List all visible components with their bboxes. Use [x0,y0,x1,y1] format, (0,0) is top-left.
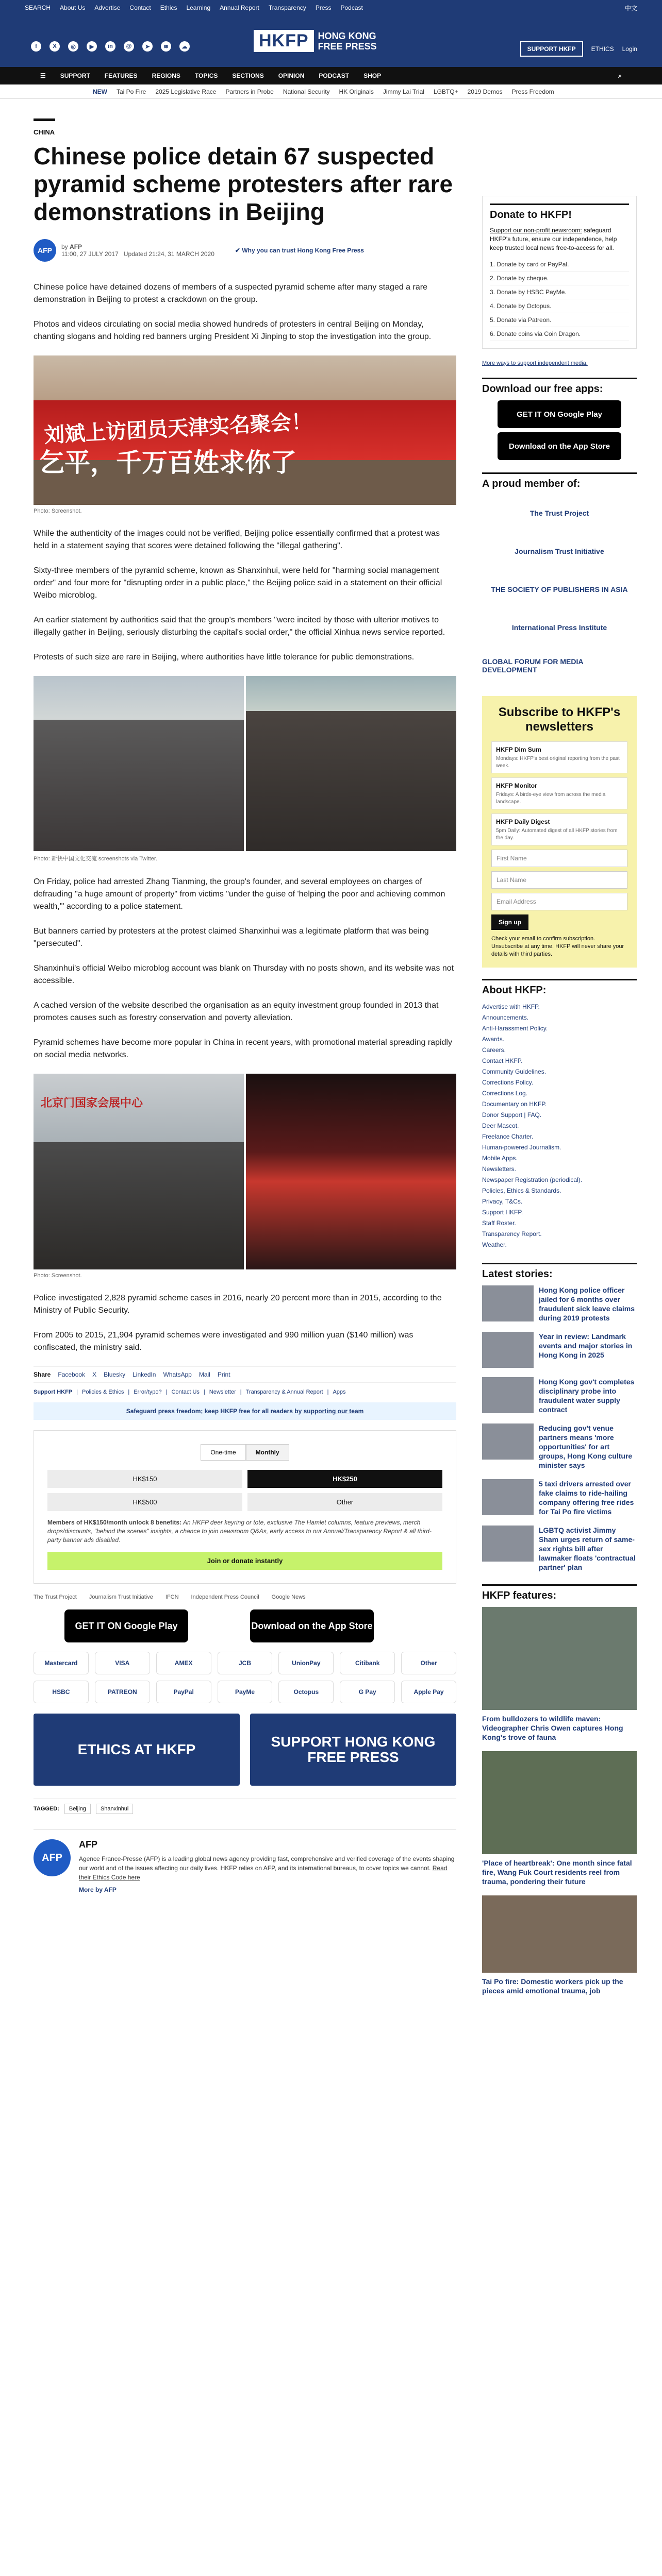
youtube-icon[interactable]: ▶ [87,41,97,52]
logo-line-2: FREE PRESS [318,41,377,52]
top-link-advertise[interactable]: Advertise [94,4,121,11]
about-link[interactable]: Awards. [482,1036,505,1043]
facebook-icon[interactable]: f [31,41,41,52]
sidebar [482,196,637,2005]
share-bluesky[interactable]: Bluesky [104,1371,126,1378]
donate-option[interactable]: 1. Donate by card or PayPal. [490,258,629,272]
search-icon[interactable]: ⌕ [618,72,622,79]
badge[interactable]: The Trust Project [34,1594,77,1600]
share-label: Share [34,1371,51,1378]
about-link[interactable]: Staff Roster. [482,1219,516,1227]
newsletter-note: Check your email to confirm subscription. Unsubscribe at any time. HKFP will never share your details with third parties. [491,936,624,957]
photo-caption: Photo: Screenshot. [34,1273,82,1279]
paragraph: Pyramid schemes have become more popular in China in recent years, with promotional material spreading rapidly on social media networks. [34,1038,452,1059]
top-link-ethics[interactable]: Ethics [160,4,177,11]
updated-date: Updated 21:24, 31 MARCH 2020 [123,250,214,258]
safeguard-banner: Safeguard press freedom; keep HKFP free for all readers by supporting our team [34,1402,456,1420]
footer-link[interactable]: Support HKFP [34,1389,73,1395]
paragraph: On Friday, police had arrested Zhang Tianming, the group's founder, and several employees on charges of defrauding "a huge amount of property" from victims "under the guise of 'helping the poor and achieving common wealth,'" according to a police statement. [34,877,445,911]
donate-option[interactable]: 4. Donate by Octopus. [490,299,629,313]
about-link[interactable]: Corrections Policy. [482,1079,534,1086]
about-link[interactable]: Freelance Charter. [482,1133,534,1140]
article-title: Chinese police detain 67 suspected pyramid scheme protesters after rare demonstrations in Beijing [34,143,453,225]
join-donate-button[interactable]: Join or donate instantly [47,1552,442,1570]
amount-options [47,1470,442,1511]
main-nav [0,67,662,84]
byline [34,239,456,262]
about-link[interactable]: Careers. [482,1046,506,1054]
payment-icon: HSBC [34,1681,89,1703]
photo-caption: Photo: Screenshot. [34,508,82,514]
story-item[interactable]: LGBTQ activist Jimmy Sham urges return of same-sex rights bill after lawmaker floats 'contractual partner' plan [482,1526,637,1572]
logo-line-1: HONG KONG [318,30,376,41]
top-link-about[interactable]: About Us [60,4,86,11]
story-thumbnail [482,1285,534,1321]
about-link[interactable]: Community Guidelines. [482,1068,547,1075]
top-link-press[interactable]: Press [315,4,332,11]
paragraph: An earlier statement by authorities said that the group's members "were incited by those with ulterior motives to illegally gather in Beijing, seriously disturbing the capital's social order," the official Xinhua news service reported. [34,616,445,637]
sidebar-heading: Latest stories: [482,1263,637,1280]
feature-image[interactable] [482,1895,637,1973]
payment-icon: VISA [95,1652,150,1674]
protest-photo-2 [34,676,456,851]
about-link[interactable]: Human-powered Journalism. [482,1144,561,1151]
logo-mark: HKFP [254,30,314,52]
footer-link[interactable]: Contact Us [171,1389,200,1395]
newsletter-signup [482,696,637,968]
site-logo[interactable] [254,30,377,52]
donate-option[interactable]: 3. Donate by HSBC PayMe. [490,285,629,299]
top-link-contact[interactable]: Contact [129,4,151,11]
support-video[interactable]: SUPPORT HONG KONG FREE PRESS [250,1714,456,1786]
google-play-button[interactable]: GET IT ON Google Play [64,1609,188,1642]
publish-date: 11:00, 27 JULY 2017 [61,250,119,258]
login-link[interactable]: Login [622,45,637,53]
donate-option[interactable]: 6. Donate coins via Coin Dragon. [490,327,629,341]
payment-icon: Octopus [278,1681,334,1703]
newsletter-title: Subscribe to HKFP's newsletters [498,705,621,734]
amount-option-selected[interactable]: HK$250 [247,1470,442,1488]
payment-icon: Apple Pay [401,1681,456,1703]
paragraph: But banners carried by protesters at the protest claimed Shanxinhui was a legitimate platform that was being "persecuted". [34,927,429,948]
title-rule [34,118,55,121]
nav-podcast[interactable]: PODCAST [319,72,350,79]
sign-text: 北京门国家会展中心 [41,1096,143,1109]
share-bar [34,1366,456,1383]
member-logo[interactable]: The Trust Project [529,509,589,517]
new-label: NEW [93,88,107,95]
article [34,118,456,1893]
trending-item[interactable]: Press Freedom [511,88,554,95]
badge[interactable]: Independent Press Council [191,1594,259,1600]
sidebar-donate: Donate to HKFP! Support our non-profit newsroom: safeguard HKFP's future, ensure our independence, help keep trusted local news free-to-access for all. 1. Donate by card or PayPal. 2. Donate by cheque. 3. Donate by HSBC PayMe. 4. Donate by Octopus. 5. Donate via Patreon. 6. Donate coins via Coin Dragon. [482,196,637,349]
sidebar-heading: About HKFP: [482,979,637,996]
member-logo[interactable]: THE SOCIETY OF PUBLISHERS IN ASIA [491,585,628,594]
video-promos [34,1714,456,1786]
banner-text-1: 刘斌上访团员天津实名聚会！ [43,410,312,447]
more-ways-link[interactable]: More ways to support independent media. [482,360,588,366]
paragraph: Police investigated 2,828 pyramid scheme cases in 2016, nearly 20 percent more than in 2015, according to the Ministry of Public Security. [34,1294,442,1315]
feature-headline[interactable]: Tai Po fire: Domestic workers pick up the pieces amid emotional trauma, job [482,1977,623,1995]
payment-icon: PayMe [218,1681,273,1703]
about-link[interactable]: Mobile Apps. [482,1155,518,1162]
tag[interactable]: Beijing [64,1804,91,1814]
photo-caption: Photo: 新快中国文化交流 screenshots via Twitter. [34,856,158,862]
about-link[interactable]: Advertise with HKFP. [482,1003,540,1010]
share-linkedin[interactable]: LinkedIn [133,1371,156,1378]
story-thumbnail [482,1479,534,1515]
tags [34,1798,456,1814]
share-x[interactable]: X [92,1371,97,1378]
trending-item[interactable]: LGBTQ+ [433,88,458,95]
top-link-annual-report[interactable]: Annual Report [220,4,259,11]
about-link[interactable]: Newsletters. [482,1165,517,1173]
member-logo[interactable]: Journalism Trust Initiative [515,547,604,555]
about-section [482,979,637,1250]
about-link[interactable]: Weather. [482,1241,507,1248]
story-item[interactable]: Year in review: Landmark events and major stories in Hong Kong in 2025 [482,1332,637,1368]
one-time-tab[interactable]: One-time [201,1444,245,1461]
feature-headline[interactable]: 'Place of heartbreak': One month since fatal fire, Wang Fuk Court residents reel from trauma, pondering their future [482,1859,632,1886]
author-bio: Agence France-Presse (AFP) is a leading global news agency providing fast, comprehensive and verified coverage of the events shaping our world and of the issues affecting our daily lives. HKFP relies on AFP, and its international bureaus, to cover topics we cannot. [79,1855,455,1872]
banner-text-2: 乞平，千万百姓求你了 [39,448,296,477]
trust-link[interactable]: ✔ Why you can trust Hong Kong Free Press [235,247,364,254]
telegram-icon[interactable]: ➤ [142,41,153,52]
last-name-input[interactable]: Last Name [491,871,627,889]
trending-item[interactable]: Tai Po Fire [117,88,146,95]
feature-image[interactable] [482,1751,637,1854]
trending-item[interactable]: National Security [283,88,330,95]
payment-methods [34,1652,456,1703]
trending-item[interactable]: 2025 Legislative Race [155,88,217,95]
ethics-link[interactable]: ETHICS [591,45,614,53]
trending-bar [0,84,662,99]
trending-item[interactable]: Partners in Probe [225,88,274,95]
category-label[interactable]: CHINA [34,128,55,136]
about-link[interactable]: Transparency Report. [482,1230,542,1238]
story-thumbnail [482,1332,534,1368]
payment-icon: G Pay [340,1681,395,1703]
top-link-learning[interactable]: Learning [186,4,211,11]
share-whatsapp[interactable]: WhatsApp [163,1371,192,1378]
linkedin-icon[interactable]: in [105,41,115,52]
share-facebook[interactable]: Facebook [58,1371,86,1378]
rss-icon[interactable]: ≋ [161,41,171,52]
about-link[interactable]: Support HKFP. [482,1209,523,1216]
footer-links: Support HKFP | Policies & Ethics | Error/typo? | Contact Us | Newsletter | Transparency & Annual Report | Apps [34,1389,346,1395]
amount-option[interactable]: HK$500 [47,1493,242,1511]
email-input[interactable]: Email Address [491,893,627,910]
about-link[interactable]: Documentary on HKFP. [482,1100,547,1108]
latest-stories [482,1263,637,1572]
social-icons [31,41,190,52]
payment-icon: AMEX [156,1652,211,1674]
sidebar-heading: A proud member of: [482,472,637,490]
paragraph: Shanxinhui's official Weibo microblog account was blank on Thursday with no posts shown, and its website was not accessible. [34,964,454,985]
nav-regions[interactable]: REGIONS [152,72,180,79]
nav-opinion[interactable]: OPINION [278,72,305,79]
donate-option[interactable]: 5. Donate via Patreon. [490,313,629,327]
signup-button[interactable]: Sign up [491,914,528,930]
top-bar [0,0,662,15]
sidebar-heading: HKFP features: [482,1584,637,1602]
footer-link[interactable]: Transparency & Annual Report [245,1389,323,1395]
sidebar-heading: Download our free apps: [482,378,637,395]
paragraph: A cached version of the website described the organisation as an equity investment group founded in 2013 that promotes causes such as forestry conservation and poverty alleviation. [34,1001,439,1022]
support-hkfp-button[interactable]: SUPPORT HKFP [520,41,583,57]
protest-photo-1 [34,355,456,505]
trending-item[interactable]: 2019 Demos [467,88,503,95]
footer-link[interactable]: Policies & Ethics [82,1389,124,1395]
badge[interactable]: Journalism Trust Initiative [89,1594,153,1600]
author-avatar[interactable]: AFP [34,239,56,262]
first-name-input[interactable]: First Name [491,850,627,867]
app-store-button[interactable]: Download on the App Store [250,1609,374,1642]
nav-shop[interactable]: SHOP [363,72,382,79]
newsletter-option[interactable]: HKFP Monitor Fridays: A birds-eye view from across the media landscape. [491,777,627,809]
paragraph: From 2005 to 2015, 21,904 pyramid schemes were investigated and 990 million yuan ($140 million) was confiscated, the ministry said. [34,1331,413,1352]
member-benefits-note: Members of HK$150/month unlock 8 benefits: An HKFP deer keyring or tote, exclusive The Hamlet columns, feature previews, merch drops/discounts, "behind the scenes" insights, a chance to join newsroom Q&As, early access to our Annual/Transparency Report & all third-party banner ads disabled. [47,1519,432,1544]
tag[interactable]: Shanxinhui [96,1804,133,1814]
amount-option[interactable]: HK$150 [47,1470,242,1488]
author-box [34,1829,456,1893]
bluesky-icon[interactable]: ☁ [179,41,190,52]
feature-headline[interactable]: From bulldozers to wildlife maven: Videographer Chris Owen captures Hong Kong's trove of fauna [482,1715,623,1741]
story-item[interactable]: Hong Kong police officer jailed for 6 months over fraudulent sick leave claims during 2019 protests [482,1285,637,1323]
footer-link[interactable]: Error/typo? [134,1389,162,1395]
footer-link[interactable]: Apps [333,1389,346,1395]
badge[interactable]: Google News [271,1594,306,1600]
trending-item[interactable]: Jimmy Lai Trial [383,88,424,95]
about-link[interactable]: Privacy, T&Cs. [482,1198,523,1205]
sidebar-heading: Donate to HKFP! [490,204,629,221]
by-label: by [61,243,68,250]
monthly-tab[interactable]: Monthly [246,1444,289,1461]
trust-badges [34,1594,456,1600]
nav-features[interactable]: FEATURES [104,72,138,79]
share-mail[interactable]: Mail [198,1371,210,1378]
badge[interactable]: IFCN [165,1594,179,1600]
sidebar-app-store[interactable]: Download on the App Store [498,432,621,460]
ethics-code-link[interactable]: Read their Ethics Code here [79,1865,448,1881]
about-link[interactable]: Corrections Log. [482,1090,528,1097]
threads-icon[interactable]: @ [124,41,134,52]
footer-link[interactable]: Newsletter [209,1389,236,1395]
x-icon[interactable]: X [49,41,60,52]
author-box-avatar[interactable]: AFP [34,1839,71,1876]
about-link[interactable]: Anti-Harassment Policy. [482,1025,548,1032]
story-item[interactable]: 5 taxi drivers arrested over fake claims to ride-hailing company offering free rides for Tai Po fire victims [482,1479,637,1516]
story-item[interactable]: Hong Kong gov't completes disciplinary probe into fraudulent water supply contract [482,1377,637,1414]
nav-topics[interactable]: TOPICS [194,72,218,79]
feature-image[interactable] [482,1607,637,1710]
sidebar-google-play[interactable]: GET IT ON Google Play [498,400,621,428]
payment-icon: Other [401,1652,456,1674]
story-thumbnail [482,1423,534,1460]
nav-support[interactable]: SUPPORT [60,72,90,79]
about-link[interactable]: Announcements. [482,1014,529,1021]
donate-option[interactable]: 2. Donate by cheque. [490,272,629,285]
payment-icon: UnionPay [278,1652,334,1674]
payment-icon: PayPal [156,1681,211,1703]
app-store-buttons [64,1609,456,1642]
amount-option[interactable]: Other [247,1493,442,1511]
newsletter-option[interactable]: HKFP Dim Sum Mondays: HKFP's best original reporting from the past week. [491,741,627,773]
support-team-link[interactable]: supporting our team [303,1408,364,1415]
member-logo[interactable]: GLOBAL FORUM FOR MEDIA DEVELOPMENT [482,657,583,674]
payment-icon: Mastercard [34,1652,89,1674]
story-thumbnail [482,1526,534,1562]
more-by-author-link[interactable]: More by AFP [79,1886,117,1893]
tagged-label: TAGGED: [34,1806,59,1812]
language-link[interactable]: 中文 [624,4,637,12]
features-section [482,1584,637,1995]
donate-widget [34,1430,456,1584]
payment-icon: PATREON [95,1681,150,1703]
trending-item[interactable]: HK Originals [339,88,374,95]
top-link-podcast[interactable]: Podcast [340,4,363,11]
menu-icon[interactable]: ☰ [40,72,46,79]
member-logo[interactable]: International Press Institute [511,623,607,632]
about-link[interactable]: Donor Support | FAQ. [482,1111,542,1118]
paragraph: Chinese police have detained dozens of members of a suspected pyramid scheme after many staged a rare demonstration in Beijing to protest a crackdown on the group. [34,283,427,304]
site-header [0,15,662,67]
search-link[interactable]: SEARCH [25,4,51,11]
story-item[interactable]: Reducing gov't venue partners means 'more opportunities' for art groups, Hong Kong culture minister says [482,1423,637,1470]
protest-photo-3 [34,1074,456,1269]
paragraph: Sixty-three members of the pyramid scheme, known as Shanxinhui, were held for "harming social management order" and four more for "disrupting order in a public place," the Beijing police said in a statement on their official Weibo microblog. [34,566,442,600]
nonprofit-link[interactable]: Support our non-profit newsroom: [490,227,582,234]
share-print[interactable]: Print [217,1371,230,1378]
payment-icon: JCB [218,1652,273,1674]
about-link[interactable]: Deer Mascot. [482,1122,519,1129]
frequency-toggle [47,1444,442,1461]
about-link[interactable]: Newspaper Registration (periodical). [482,1176,583,1183]
about-link[interactable]: Contact HKFP. [482,1057,523,1064]
about-link[interactable]: Policies, Ethics & Standards. [482,1187,561,1194]
instagram-icon[interactable]: ◎ [68,41,78,52]
top-link-transparency[interactable]: Transparency [268,4,306,11]
newsletter-option[interactable]: HKFP Daily Digest 5pm Daily: Automated digest of all HKFP stories from the day. [491,814,627,845]
payment-icon: Citibank [340,1652,395,1674]
paragraph: Photos and videos circulating on social media showed hundreds of protesters in central Beijing on Monday, chanting slogans and holding red banners urging President Xi Jinping to stop the investigation into the group. [34,320,432,341]
nav-sections[interactable]: SECTIONS [232,72,264,79]
paragraph: While the authenticity of the images could not be verified, Beijing police essentially confirmed that a protest was held in a statement saying that scores were detained following the "illegal gathering". [34,529,440,550]
author-name[interactable]: AFP [70,243,82,250]
paragraph: Protests of such size are rare in Beijing, where authorities have little tolerance for public demonstrations. [34,653,415,662]
ethics-video[interactable]: ETHICS AT HKFP [34,1714,240,1786]
author-box-name[interactable]: AFP [79,1839,97,1850]
story-thumbnail [482,1377,534,1413]
